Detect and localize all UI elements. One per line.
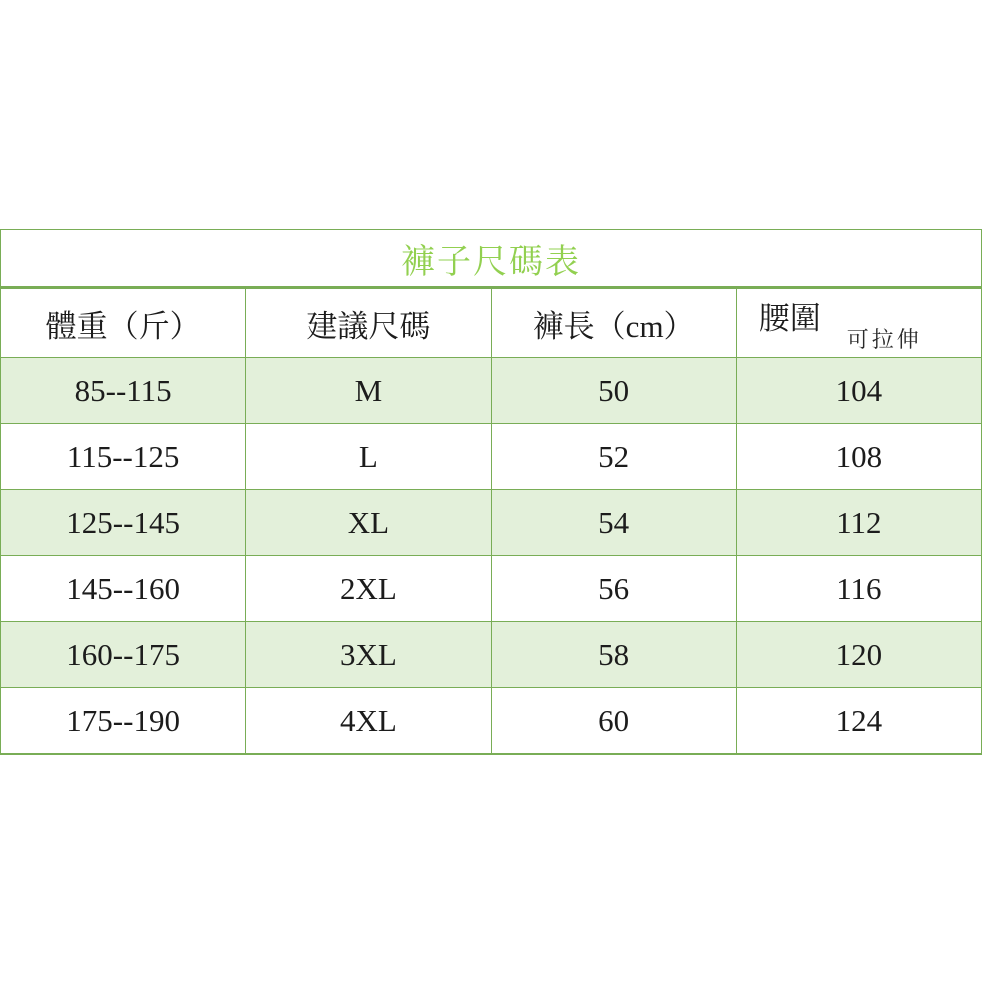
- cell-waist: 104: [736, 358, 981, 424]
- table-row: [1, 622, 982, 688]
- cell-length: 52: [491, 424, 736, 490]
- column-header-length: 褲長（cm）: [491, 288, 736, 358]
- cell-length: 54: [491, 490, 736, 556]
- table-row: [1, 358, 982, 424]
- cell-weight: 85--115: [1, 358, 246, 424]
- cell-length: 56: [491, 556, 736, 622]
- cell-waist: 108: [736, 424, 981, 490]
- column-header-waist: [736, 288, 981, 358]
- size-chart-table: [0, 229, 982, 755]
- chart-title: 褲子尺碼表: [1, 230, 982, 288]
- column-header-weight: 體重（斤）: [1, 288, 246, 358]
- header-row: [1, 288, 982, 358]
- cell-weight: 175--190: [1, 688, 246, 755]
- cell-size: L: [246, 424, 491, 490]
- cell-waist: 120: [736, 622, 981, 688]
- cell-weight: 145--160: [1, 556, 246, 622]
- table-row: [1, 556, 982, 622]
- cell-size: XL: [246, 490, 491, 556]
- table-row: [1, 688, 982, 755]
- cell-size: 2XL: [246, 556, 491, 622]
- table-row: [1, 424, 982, 490]
- cell-waist: 124: [736, 688, 981, 755]
- cell-waist: 116: [736, 556, 981, 622]
- cell-size: 4XL: [246, 688, 491, 755]
- cell-length: 58: [491, 622, 736, 688]
- cell-weight: 125--145: [1, 490, 246, 556]
- cell-weight: 115--125: [1, 424, 246, 490]
- title-row: [1, 230, 982, 288]
- cell-length: 60: [491, 688, 736, 755]
- cell-length: 50: [491, 358, 736, 424]
- table-row: [1, 490, 982, 556]
- column-header-size: 建議尺碼: [246, 288, 491, 358]
- cell-size: M: [246, 358, 491, 424]
- size-chart: [0, 229, 982, 755]
- cell-size: 3XL: [246, 622, 491, 688]
- cell-weight: 160--175: [1, 622, 246, 688]
- waist-label: 腰圍: [758, 301, 821, 336]
- waist-stretch-note: 可拉伸: [846, 327, 922, 352]
- cell-waist: 112: [736, 490, 981, 556]
